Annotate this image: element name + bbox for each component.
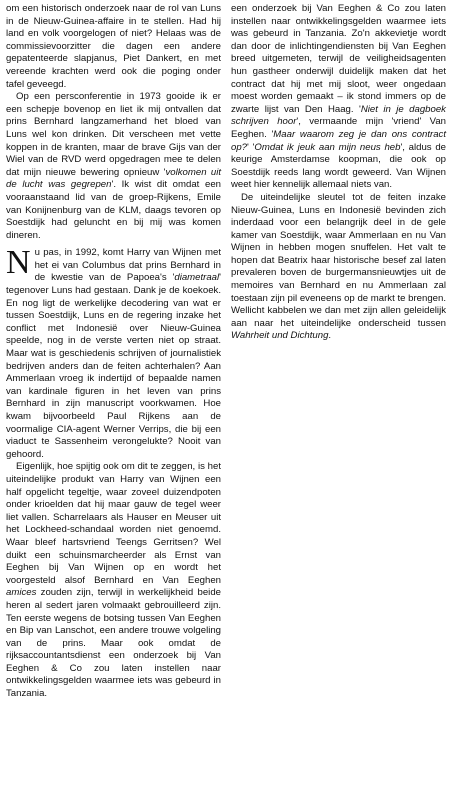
paragraph xyxy=(6,244,221,461)
emphasis-text: diametraal xyxy=(174,272,220,284)
paragraph-text: Eigenlijk, hoe spijtig ook om dit te zeggen, is het uiteindelijke produkt van Harry van Wijnen een half opgelicht tegeltje, waar zoveel duizendpoten onder krioelden dat hij maar gauw de tegel weer liet vallen. Scharrelaars als Hauser en Meuser uit het Lockheed-schandaal worden niet genoemd. Waar bleef hartsvriend Teengs Gerritsen? Wel duikt een schuinsmarcheerder als Ernst van Eeghen bij Van Wijnen op en wordt het voorgesteld alsof Bernhard en Van Eeghen xyxy=(6,461,221,586)
paragraph xyxy=(6,461,221,700)
left-column xyxy=(6,3,221,701)
emphasis-text: amices xyxy=(6,587,37,599)
paragraph xyxy=(6,3,221,91)
paragraph-text: ' ' xyxy=(247,141,255,153)
paragraph-text: Op een persconferentie in 1973 gooide ik er een schepje bovenop en liet ik mij ontvallen dat prins Bernhard langzamerhand het bloed van Luns wel kon drinken. Dit verscheen met vette koppen in de kranten, maar de brave Gijs van der Wiel van de RVD werd opgedragen mee te delen dat mijn nieuwe bewering opnieuw ' xyxy=(6,91,221,178)
paragraph-text: u pas, in 1992, komt Harry van Wijnen met het ei van Columbus dat prins Bernhard in de kwestie van de Papoea's ' xyxy=(34,247,221,284)
paragraph-text: zouden zijn, terwijl in werkelijkheid beide heren al sedert jaren volmaakt gebrouilleerd zijn. Ten eerste wegens de botsing tussen Van Eeghen en Bip van Lanschot, een andere trouwe volgeling van de prins. Maar ook omdat de rijksaccountantsdienst een onderzoek bij Van Eeghen & Co zou laten instellen naar ontwikkelingsgelden waarmee iets was gebeurd in Tanzania. xyxy=(6,587,221,700)
paragraph xyxy=(6,91,221,242)
paragraph xyxy=(231,3,446,192)
paragraph-text: ', vermaande mijn 'vriend' Van Eeghen. ' xyxy=(231,116,446,140)
right-column xyxy=(231,3,446,343)
paragraph xyxy=(231,192,446,343)
emphasis-text: Niet in je dagboek schrijven hoor xyxy=(231,103,446,128)
paragraph-text: De uiteindelijke sleutel tot de feiten inzake Nieuw-Guinea, Luns en Indonesië bevinden zich inderdaad voor een belangrijk deel in de gele kamer van Soestdijk, waar Ammerlaan en nu Van Wijnen in hebben mogen snuffelen. Het valt te hopen dat Beatrix haar historische besef zal laten prevaleren boven de burgermansnieuwtjes uit de memoires van Bernhard en nu Ammerlaan zal toestaan zijn pil eveneens op de markt te brengen. Wellicht kabbelen we dan met zijn allen geleidelijk aan naar het uiteindelijke onderscheid tussen xyxy=(231,191,446,329)
emphasis-text: volkomen uit de lucht was gegrepen xyxy=(6,166,221,191)
emphasis-text: Maar waarom zeg je dan ons contract op? xyxy=(231,128,446,153)
paragraph-text: '. Ik wist dit omdat een vooraanstaand lid van de groep-Rijkens, Emile van Konijnenburg van de KLM, daags tevoren op Soestdijk had geluncht en bij mij was komen dineren. xyxy=(6,179,221,241)
emphasis-text: Omdat ik jeuk aan mijn neus heb xyxy=(254,141,401,153)
paragraph-text: . xyxy=(328,330,332,342)
paragraph-text: om een historisch onderzoek naar de rol van Luns in de Nieuw-Guinea-affaire in te stellen. Had hij land en volk voorgelogen of niet? Helaas was de commissievoorzitter die dagen een andere gepatenteerde slapjanus, Piet Dankert, en met vereende krachten werd ook die poging onder tafel geveegd. xyxy=(6,3,221,90)
paragraph-text: ', aldus de keurige Amsterdamse koopman, die ook op Soestdijk reeds lang wordt geweerd. Van Wijnen weet hier kennelijk allemaal niets van. xyxy=(231,141,446,191)
emphasis-text: Wahrheit und Dichtung xyxy=(231,330,329,342)
drop-cap: N xyxy=(6,244,31,282)
paragraph-text: een onderzoek bij Van Eeghen & Co zou laten instellen naar ontwikkelingsgelden waarmee iets was gebeurd in Tanzania. Zo'n akkevietje wordt dan door de inlichtingendiensten bij Van Eeghen breed uitgemeten, terwijl de veiligheidsagenten hun gastheer onderwijl duidelijk maken dat het contract dat hij met mij sloot, weer ongedaan moest worden gemaakt – ik stond immers op de zwarte lijst van Den Haag. ' xyxy=(231,3,446,115)
paragraph-text: ' tegenover Luns had gestaan. Dank je de koekoek. En nog ligt de werkelijke decodering van wat er tussen Soestdijk, Luns en de regering inzake het conflict met Indonesië over Nieuw-Guinea speelde, nog in de verste verten niet op straat. Maar wat is geschiedenis schrijven of journalistiek bedrijven anders dan de feiten achterhalen? Aan Ammerlaan vroeg ik indertijd of bepaalde namen van kardinale figuren in het leven van prins Bernhard in zijn manuscript voorkwamen. Hoe kwam bijvoorbeeld Paul Rijkens aan de voormalige CIA-agent Werner Verrips, die bij een viaduct te Sassenheim verongelukte? Nooit van gehoord. xyxy=(6,272,221,460)
